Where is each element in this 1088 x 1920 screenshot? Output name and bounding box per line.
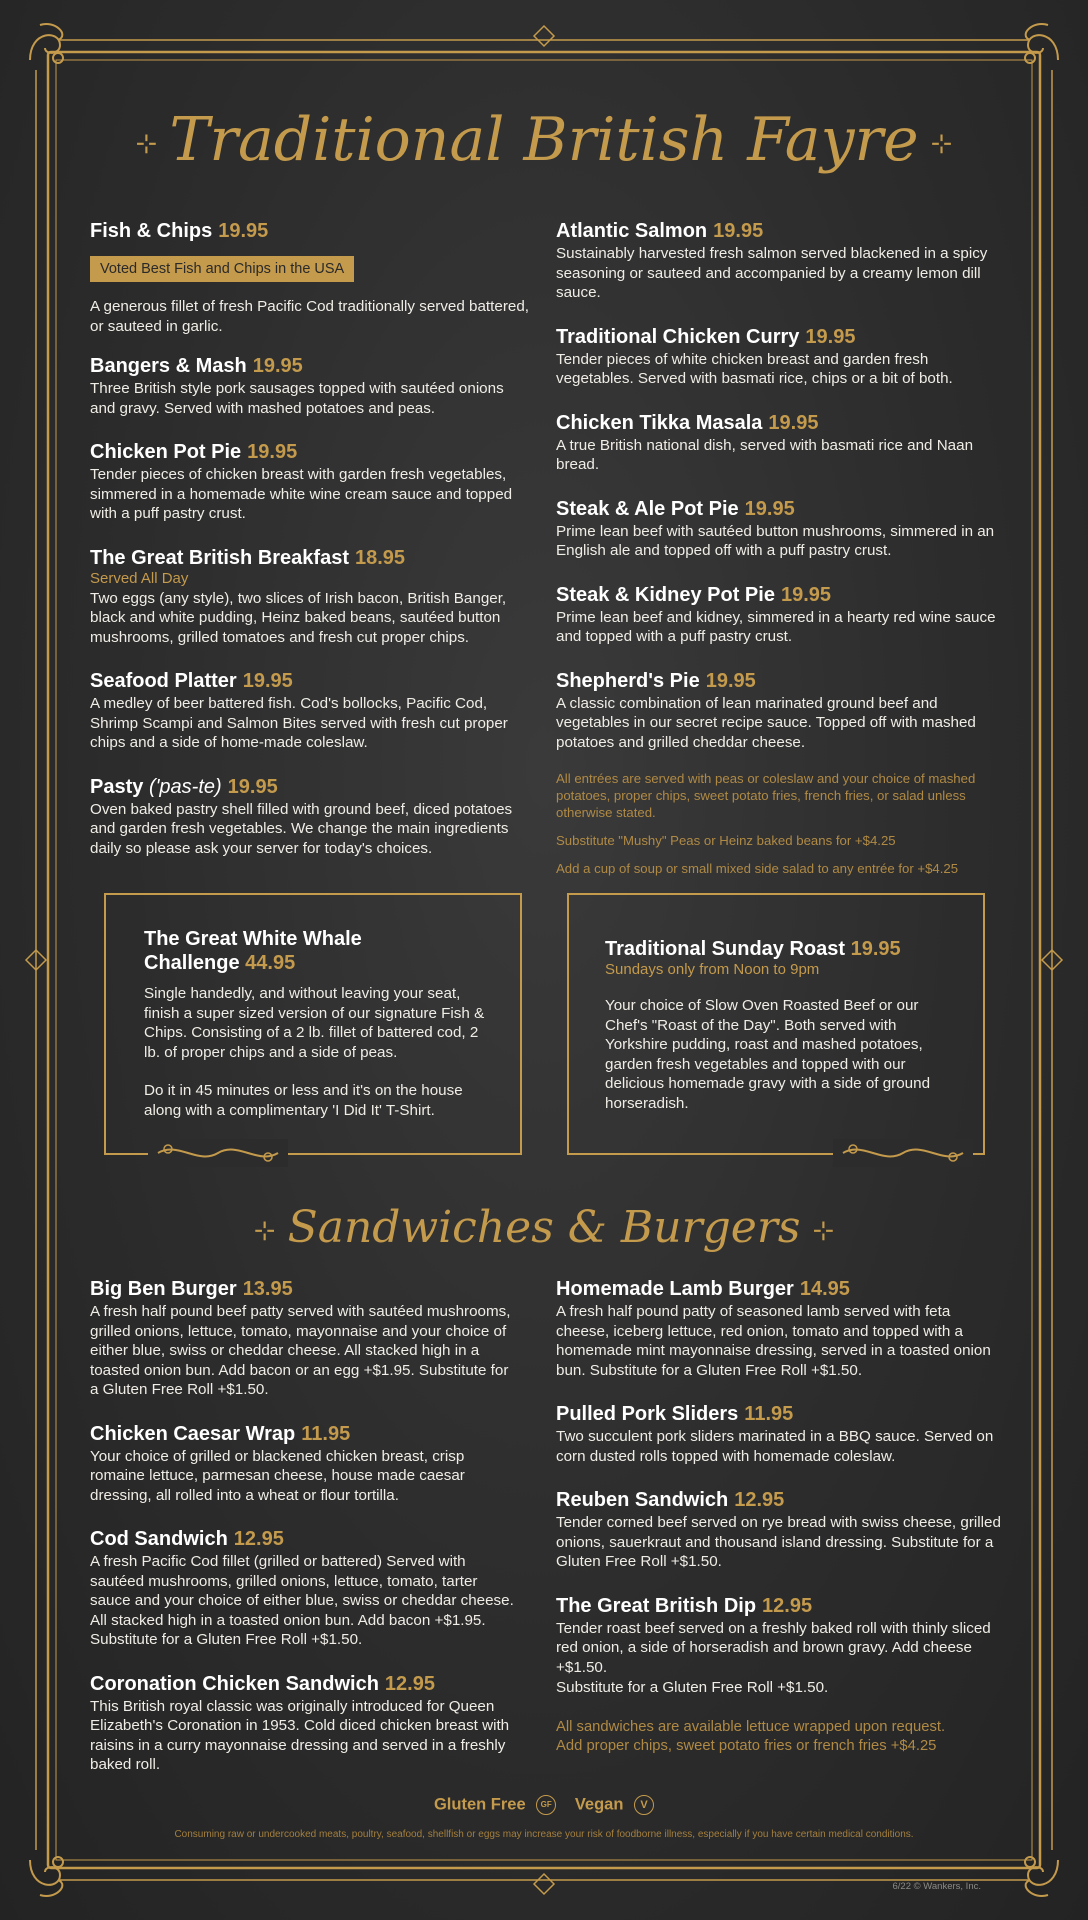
item-name: Traditional Chicken Curry [556, 325, 800, 348]
menu-item [556, 219, 1004, 303]
entree-note: Substitute "Mushy" Peas or Heinz baked beans for +$4.25 [556, 833, 896, 848]
item-name: Atlantic Salmon [556, 220, 708, 242]
item-description: A generous fillet of fresh Pacific Cod traditionally served battered, or sauteed in garlic. [90, 298, 529, 335]
menu-item [90, 440, 530, 524]
item-description: Two succulent pork sliders marinated in a BBQ sauce. Served on corn dusted rolls topped with homemade coleslaw. [556, 1428, 994, 1465]
item-price: 18.95 [354, 546, 406, 569]
gluten-free-label: Gluten Free [433, 1795, 526, 1814]
item-price: 14.95 [799, 1278, 850, 1300]
whale-challenge-box [104, 893, 522, 1155]
menu-item [90, 546, 530, 648]
menu-item [556, 325, 1004, 389]
menu-item [90, 669, 530, 753]
menu-item [90, 1422, 520, 1506]
item-price: 19.95 [227, 775, 278, 798]
menu-item [556, 1277, 1004, 1380]
entree-note: All entrées are served with peas or coleslaw and your choice of mashed potatoes, proper chips, sweet potato fries, french fries, or salad unless otherwise stated. [556, 771, 976, 820]
menu-item [90, 775, 530, 859]
item-price: 19.95 [768, 411, 819, 434]
item-name: Seafood Platter [90, 670, 237, 692]
item-description: Prime lean beef with sautéed button mushrooms, simmered in an English ale and topped off with a puff pastry crust. [556, 522, 995, 559]
swirl-ornament-icon [833, 1139, 973, 1167]
menu-item [556, 1402, 1004, 1466]
item-price: 19.95 [705, 669, 756, 692]
item-description: Your choice of Slow Oven Roasted Beef or our Chef's "Roast of the Day". Both served with Yorkshire pudding, roast and mashed potatoes, garden fresh vegetables and topped with our delicious homemade gravy with a side of ground horseradish. [605, 997, 931, 1112]
item-price: 12.95 [233, 1528, 284, 1550]
item-description: This British royal classic was originally introduced for Queen Elizabeth's Coronation in 1953. Cold diced chicken breast with raisins in a curry mayonnaise dressing and served in a freshly baked roll. [90, 1697, 510, 1773]
item-description: A fresh half pound patty of seasoned lamb served with feta cheese, iceberg lettuce, red onion, tomato and topped with a homemade mint mayonnaise dressing, served in a toasted onion bun. Substitute for a Gluten Free Roll +$1.50. [556, 1303, 991, 1379]
item-price: 12.95 [384, 1672, 435, 1695]
flourish-left-icon: ⊹ [135, 129, 158, 160]
item-price: 19.95 [805, 325, 856, 348]
item-price: 19.95 [247, 441, 298, 463]
item-name: The Great British Breakfast [90, 546, 349, 569]
item-price: 11.95 [301, 1422, 351, 1445]
item-description: Single handedly, and without leaving your seat, finish a super sized version of our signature Fish & Chips. Consisting of a 2 lb. fillet of battered cod, 2 lb. of proper chips and a side of peas. [144, 985, 485, 1061]
item-name: Chicken Caesar Wrap [90, 1422, 296, 1445]
item-description: Three British style pork sausages topped with sautéed onions and gravy. Served with mashed potatoes and peas. [90, 380, 504, 417]
item-name-line2: Challenge [144, 952, 240, 974]
swirl-ornament-icon [148, 1139, 288, 1167]
item-description: Two eggs (any style), two slices of Irish bacon, British Banger, black and white pudding, Heinz baked beans, sautéed button mushrooms, grilled tomatoes and fresh cut proper chips. [90, 589, 507, 646]
item-name: Homemade Lamb Burger [556, 1278, 794, 1300]
sandwich-note: Add proper chips, sweet potato fries or french fries +$4.25 [556, 1737, 937, 1754]
item-name: Chicken Tikka Masala [556, 411, 763, 434]
item-description: A medley of beer battered fish. Cod's bollocks, Pacific Cod, Shrimp Scampi and Salmon Bites served with fresh cut proper chips and a side of home-made coleslaw. [90, 695, 508, 751]
gluten-free-icon: GF [536, 1795, 556, 1815]
item-description: A classic combination of lean marinated ground beef and vegetables in our secret recipe sauce. Topped off with mashed potatoes and grilled cheddar cheese. [556, 694, 976, 751]
left-menu-column [90, 219, 530, 880]
item-price: 12.95 [762, 1594, 813, 1617]
flourish-left-icon: ⊹ [253, 1215, 276, 1246]
entree-note: Add a cup of soup or small mixed side salad to any entrée for +$4.25 [556, 861, 959, 876]
item-name: Bangers & Mash [90, 355, 247, 377]
item-description: A fresh half pound beef patty served with sautéed mushrooms, grilled onions, lettuce, tomato, mayonnaise and your choice of either blue, swiss or cheddar cheese. All stacked high in a toasted onion bun. Add bacon or an egg +$1.95. Substitute for a Gluten Free Roll +$1.50. [90, 1303, 511, 1398]
item-description: Prime lean beef and kidney, simmered in a hearty red wine sauce and topped with a puff pastry crust. [556, 608, 996, 645]
menu-item [556, 411, 1004, 475]
item-name: The Great British Dip [556, 1594, 757, 1617]
item-price: 19.95 [744, 497, 795, 520]
menu-item [556, 1488, 1004, 1572]
item-description: Do it in 45 minutes or less and it's on the house along with a complimentary 'I Did It' T-Shirt. [144, 1082, 463, 1119]
item-description: Tender pieces of chicken breast with garden fresh vegetables, simmered in a homemade white wine cream sauce and topped with a puff pastry crust. [90, 466, 513, 522]
sandwiches-section-title: ⊹ Sandwiches & Burgers ⊹ [253, 1202, 835, 1253]
page-title: ⊹ Traditional British Fayre ⊹ [135, 105, 953, 175]
sunday-roast-box [567, 893, 985, 1155]
menu-item [556, 497, 1004, 561]
sandwich-note: All sandwiches are available lettuce wrapped upon request. [556, 1718, 946, 1735]
item-price: 19.95 [252, 355, 303, 377]
menu-item [90, 354, 530, 418]
menu-item [90, 1672, 520, 1775]
right-menu-column [556, 219, 1004, 888]
item-description: Tender pieces of white chicken breast and garden fresh vegetables. Served with basmati rice, chips or a bit of both. [556, 350, 953, 387]
item-name: Chicken Pot Pie [90, 441, 242, 463]
item-name: Pulled Pork Sliders [556, 1403, 739, 1425]
dietary-legend [0, 1795, 1088, 1815]
item-price: 44.95 [245, 952, 296, 974]
vegan-label: Vegan [574, 1795, 624, 1814]
item-description: Your choice of grilled or blackened chicken breast, crisp romaine lettuce, parmesan cheese, house made caesar dressing, all rolled into a wheat or flour tortilla. [90, 1447, 465, 1504]
item-description: Tender corned beef served on rye bread with swiss cheese, grilled onions, sauerkraut and thousand island dressing. Substitute for a Gluten Free Roll +$1.50. [556, 1514, 1001, 1570]
item-description: Oven baked pastry shell filled with ground beef, diced potatoes and garden fresh vegetables. We change the main ingredients daily so please ask your server for today's choices. [90, 800, 513, 857]
item-subtitle: Sundays only from Noon to 9pm [605, 961, 820, 978]
item-subtitle: Served All Day [90, 569, 189, 587]
item-price: 13.95 [242, 1278, 293, 1300]
item-name: The Great White Whale [144, 928, 362, 950]
menu-item [556, 1594, 1004, 1698]
copyright-notice: 6/22 © Wankers, Inc. [892, 1881, 981, 1892]
item-price: 19.95 [713, 220, 764, 242]
item-name: Steak & Kidney Pot Pie [556, 583, 775, 606]
item-name: Cod Sandwich [90, 1528, 228, 1550]
item-price: 19.95 [780, 583, 832, 606]
flourish-right-icon: ⊹ [812, 1215, 835, 1246]
sandwich-right-column [556, 1277, 1004, 1767]
menu-item [556, 583, 1004, 647]
vegan-icon: V [634, 1795, 654, 1815]
sandwich-left-column [90, 1277, 520, 1797]
item-description: Substitute for a Gluten Free Roll +$1.50. [556, 1679, 829, 1696]
item-name: Shepherd's Pie [556, 669, 700, 692]
menu-item [556, 669, 1004, 753]
item-pronunciation: ('pas-te) [148, 775, 222, 798]
item-description: Tender roast beef served on a freshly baked roll with thinly sliced red onion, a side of horseradish and brown gravy. Add cheese +$1.50. [556, 1619, 991, 1676]
item-name: Traditional Sunday Roast [605, 938, 846, 960]
item-description: Sustainably harvested fresh salmon served blackened in a spicy seasoning or sauteed and accompanied by a creamy lemon dill sauce. [556, 245, 988, 301]
item-description: A fresh Pacific Cod fillet (grilled or battered) Served with sautéed mushrooms, grilled onions, lettuce, tomato, tarter sauce and your choice of either blue, swiss or cheddar cheese. All stacked high in a toasted onion bun. Add bacon +$1.95. Substitute for a Gluten Free Roll +$1.50. [90, 1553, 514, 1648]
menu-item [90, 1277, 520, 1400]
item-name: Pasty [90, 775, 144, 798]
award-badge: Voted Best Fish and Chips in the USA [90, 256, 354, 282]
health-disclaimer: Consuming raw or undercooked meats, poultry, seafood, shellfish or eggs may increase your risk of foodborne illness, especially if you have certain medical conditions. [174, 1829, 914, 1840]
item-price: 11.95 [744, 1403, 794, 1425]
item-name: Steak & Ale Pot Pie [556, 497, 739, 520]
item-name: Big Ben Burger [90, 1278, 237, 1300]
item-name: Reuben Sandwich [556, 1489, 729, 1511]
item-description: A true British national dish, served with basmati rice and Naan bread. [556, 436, 974, 473]
item-price: 19.95 [850, 938, 901, 960]
menu-item [90, 219, 530, 336]
item-name: Coronation Chicken Sandwich [90, 1672, 379, 1695]
item-price: 19.95 [242, 670, 293, 692]
item-price: 19.95 [218, 220, 269, 242]
item-name: Fish & Chips [90, 220, 213, 242]
menu-item [90, 1527, 520, 1650]
flourish-right-icon: ⊹ [930, 129, 953, 160]
item-price: 12.95 [734, 1489, 785, 1511]
